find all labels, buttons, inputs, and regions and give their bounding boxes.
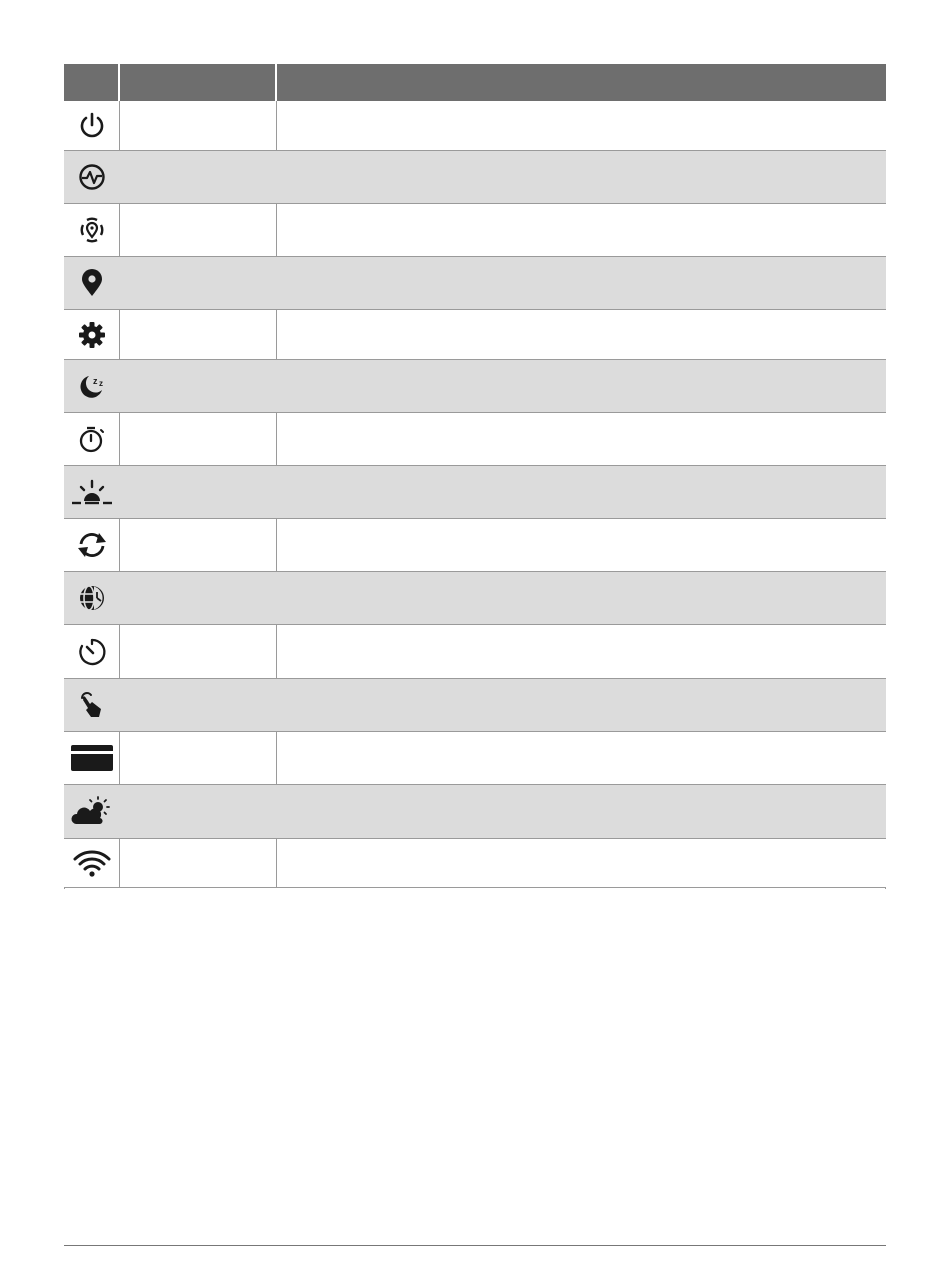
- sleep-moon-icon: [64, 360, 120, 412]
- svg-text:z: z: [93, 376, 98, 386]
- row-name: [120, 360, 277, 412]
- heart-rate-monitor-icon: [64, 151, 120, 203]
- map-pin-icon: [64, 257, 120, 309]
- weather-cloud-sun-icon: [64, 785, 120, 838]
- row-description: [277, 101, 886, 150]
- table-row: [64, 572, 886, 625]
- table-row: [64, 679, 886, 732]
- row-name: [120, 519, 277, 571]
- row-name: [120, 732, 277, 784]
- table-row: [64, 839, 886, 888]
- sync-icon: [64, 519, 120, 571]
- header-description-column: [277, 64, 886, 101]
- row-description: [277, 519, 886, 571]
- header-icon-column: [64, 64, 120, 101]
- touch-hand-icon: [64, 679, 120, 731]
- row-description: [277, 785, 886, 838]
- row-description: [277, 360, 886, 412]
- row-name: [120, 625, 277, 678]
- row-name: [120, 310, 277, 359]
- row-description: [277, 572, 886, 624]
- footer-rule: [64, 1245, 886, 1246]
- table-row: [64, 732, 886, 785]
- row-name: [120, 204, 277, 256]
- table-row: [64, 101, 886, 151]
- row-name: [120, 839, 277, 887]
- row-description: [277, 257, 886, 309]
- controls-icon-table: [64, 64, 886, 888]
- table-row: [64, 257, 886, 310]
- row-description: [277, 204, 886, 256]
- row-name: [120, 101, 277, 150]
- row-description: [277, 151, 886, 203]
- table-row: [64, 625, 886, 679]
- world-clock-icon: [64, 572, 120, 624]
- row-description: [277, 310, 886, 359]
- sunrise-icon: [64, 466, 120, 518]
- row-name: [120, 151, 277, 203]
- row-description: [277, 625, 886, 678]
- table-row: [64, 360, 886, 413]
- wallet-card-icon: [64, 732, 120, 784]
- power-icon: [64, 101, 120, 150]
- row-name: [120, 785, 277, 838]
- row-description: [277, 679, 886, 731]
- row-name: [120, 466, 277, 518]
- row-name: [120, 257, 277, 309]
- row-name: [120, 413, 277, 465]
- wifi-icon: [64, 839, 120, 887]
- table-row: [64, 204, 886, 257]
- location-target-icon: [64, 204, 120, 256]
- row-name: [120, 572, 277, 624]
- table-row: [64, 151, 886, 204]
- row-name: [120, 679, 277, 731]
- gear-icon: [64, 310, 120, 359]
- row-description: [277, 732, 886, 784]
- table-row: [64, 310, 886, 360]
- table-row: [64, 785, 886, 839]
- row-description: [277, 466, 886, 518]
- row-description: [277, 839, 886, 887]
- stopwatch-icon: [64, 413, 120, 465]
- row-description: [277, 413, 886, 465]
- table-row: [64, 466, 886, 519]
- header-name-column: [120, 64, 277, 101]
- table-row: [64, 519, 886, 572]
- table-header: [64, 64, 886, 101]
- svg-text:z: z: [99, 379, 103, 388]
- timer-icon: [64, 625, 120, 678]
- table-row: [64, 413, 886, 466]
